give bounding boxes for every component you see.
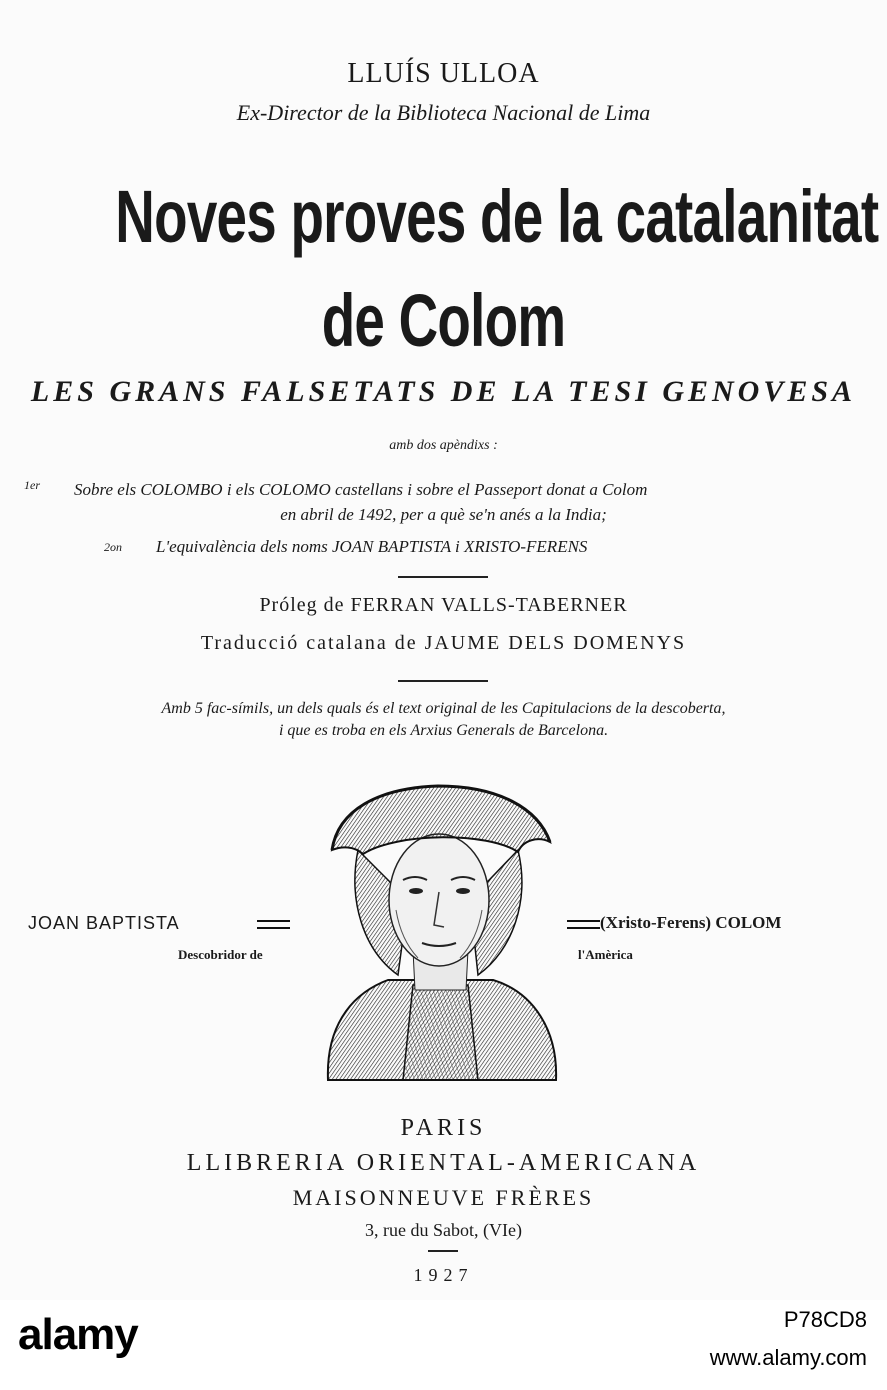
columbus-portrait	[318, 780, 564, 1090]
stock-image-id: P78CD8	[783, 1307, 867, 1332]
publisher-address: 3, rue du Sabot, (VIe)	[365, 1220, 522, 1240]
right-double-rule	[567, 920, 600, 929]
divider-1	[398, 576, 488, 578]
appendix-1-number: 1er	[24, 478, 40, 492]
portrait-left-sublabel: Descobridor de	[178, 947, 263, 962]
left-double-rule	[257, 920, 290, 929]
main-title-line1: Noves proves de la catalanitat	[115, 175, 879, 258]
main-title-line2: de Colom	[321, 279, 566, 362]
appendix-2-number: 2on	[104, 540, 122, 554]
publisher-city: PARIS	[400, 1115, 487, 1141]
stock-url[interactable]: www.alamy.com	[709, 1345, 867, 1370]
appendix-1-line2: en abril de 1492, per a què se'n anés a la India;	[280, 505, 607, 524]
author-role: Ex-Director de la Biblioteca Nacional de Lima	[236, 100, 651, 125]
facsimiles-line2: i que es troba en els Arxius Generals de Barcelona.	[278, 722, 609, 739]
subtitle: LES GRANS FALSETATS DE LA TESI GENOVESA	[30, 375, 857, 408]
portrait-right-label: (Xristo-Ferens) COLOM	[600, 913, 782, 932]
year-dash	[428, 1250, 458, 1252]
publisher-house: MAISONNEUVE FRÈRES	[292, 1185, 595, 1210]
publication-year: 1927	[413, 1265, 474, 1285]
prolog-credit: Próleg de FERRAN VALLS-TABERNER	[259, 594, 628, 616]
portrait-left-label: JOAN BAPTISTA	[28, 913, 180, 933]
appendix-2-line: L'equivalència dels noms JOAN BAPTISTA i XRISTO-FERENS	[156, 537, 588, 556]
divider-2	[398, 680, 488, 682]
translation-credit: Traducció catalana de JAUME DELS DOMENYS	[200, 632, 687, 654]
author-name: LLUÍS ULLOA	[347, 58, 540, 89]
facsimiles-line1: Amb 5 fac-símils, un dels quals és el text original de les Capitulacions de la descoberta,	[161, 700, 726, 717]
appendices-intro: amb dos apèndixs :	[389, 438, 498, 453]
appendix-1-line1: Sobre els COLOMBO i els COLOMO castellans i sobre el Passeport donat a Colom	[74, 480, 648, 499]
publisher-name: LLIBRERIA ORIENTAL-AMERICANA	[186, 1150, 701, 1176]
alamy-logo: alamy	[18, 1310, 138, 1359]
portrait-right-sublabel: l'Amèrica	[578, 947, 633, 962]
